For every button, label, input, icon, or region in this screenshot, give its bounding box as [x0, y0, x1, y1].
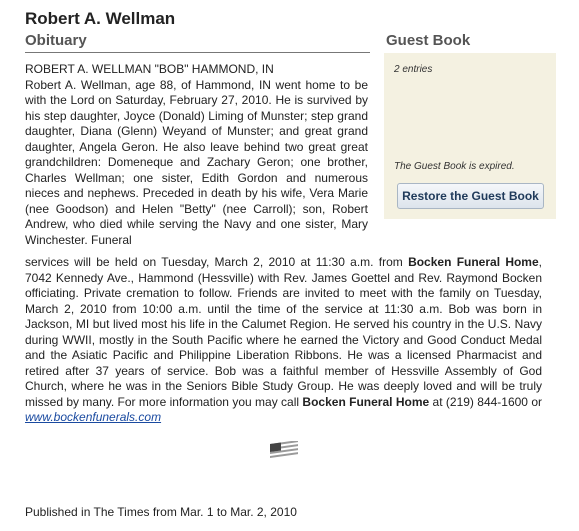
obituary-text-wide	[25, 255, 542, 426]
obituary-text-segment: at (219) 844-1600 or	[429, 394, 543, 409]
obituary-name: Robert A. Wellman	[25, 9, 176, 28]
obituary-paragraph-top: Robert A. Wellman, age 88, of Hammond, IN went home to be with the Lord on Saturday, February 27, 2010. He is survived by his step daughter, Joyce (Donald) Liming of Munster; step grand daughter, Diana (Glenn) Weyand of Munster; and great grand daughter, Angela Geron. He also leave behind two great great grandchildren: Domeneque and Zachary Geron; one brother, Charles Wellman; one sister, Edith Gordon and numerous nieces and nephews. Preceded in death by his wife, Vera Marie (nee Goodson) and Helen "Betty" (nee Carroll); son, Robert Andrew, who died while serving the Navy and one sister, Mary Winchester. Funeral	[25, 77, 368, 247]
guestbook-expired-notice: The Guest Book is expired.	[394, 161, 515, 172]
funeral-home-name: Bocken Funeral Home	[408, 255, 539, 269]
guestbook-entries-count: 2 entries	[394, 64, 433, 75]
obituary-text-segment: services will be held on Tuesday, March 2, 2010 at 11:30 a.m. from	[25, 255, 409, 269]
restore-guestbook-button[interactable]: Restore the Guest Book	[397, 183, 544, 209]
publication-notice: Published in The Times from Mar. 1 to Mar. 2, 2010	[25, 505, 297, 519]
funeral-home-name: Bocken Funeral Home	[302, 394, 430, 409]
american-flag-icon	[270, 441, 300, 459]
guestbook-section-title: Guest Book	[386, 32, 471, 49]
guestbook-panel	[384, 53, 556, 219]
funeral-home-website-link[interactable]: www.bockenfunerals.com	[25, 410, 162, 424]
obituary-heading-line: ROBERT A. WELLMAN "BOB" HAMMOND, IN	[25, 62, 274, 76]
obituary-section-title: Obituary	[25, 32, 370, 53]
obituary-text-segment: , 7042 Kennedy Ave., Hammond (Hessville) with Rev. James Goettel and Rev. Raymond Bocken officiating. Private cremation to follow. Friends are invited to meet with the family on Tuesday, March 2, 2010 from 10:00 a.m. until the time of the service at 11:30 a.m. Bob was born in Jackson, MI but lived most his life in the Calumet Region. He served his country in the U.S. Navy during WWII, mostly in the South Pacific where he earned the Victory and Good Conduct Medal and the Asiatic Pacific and Philippine Liberation Ribbons. He was a licensed Pharmacist and retired after 37 years of service. Bob was a faithful member of Hessville Assembly of God Church, where he was in the Seniors Bible Study Group. He was deeply loved and will be truly missed by many. For more information you may call	[25, 255, 542, 409]
obituary-text-narrow	[25, 62, 368, 248]
